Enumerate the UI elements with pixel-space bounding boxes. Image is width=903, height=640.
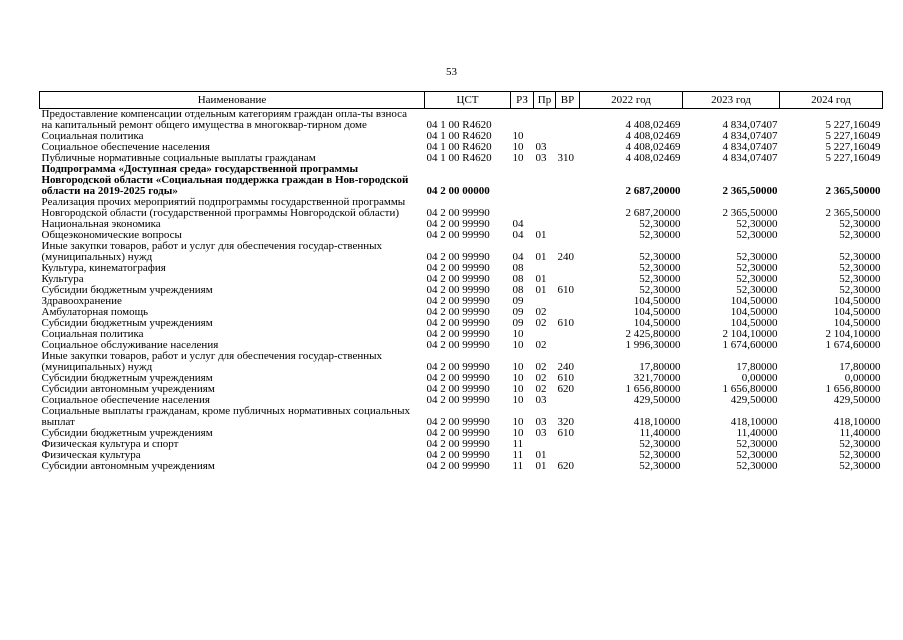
cell-2024: 104,50000 bbox=[833, 295, 881, 307]
cell-pr: 01 bbox=[535, 449, 547, 461]
cell-cst: 04 1 00 R4620 bbox=[426, 130, 492, 142]
cell-pr: 01 bbox=[535, 273, 547, 285]
cell-cst: 04 2 00 00000 bbox=[426, 185, 490, 197]
cell-name: Субсидии бюджетным учреждениям bbox=[41, 372, 213, 384]
cell-vr bbox=[556, 131, 580, 142]
cell-pr: 02 bbox=[535, 372, 547, 384]
cell-vr: 620 bbox=[557, 460, 574, 472]
cell-2023: 52,30000 bbox=[736, 251, 778, 263]
cell-cst: 04 2 00 99990 bbox=[426, 361, 490, 373]
cell-rz: 09 bbox=[512, 306, 524, 318]
cell-2024: 52,30000 bbox=[839, 262, 881, 274]
table-row bbox=[40, 109, 883, 132]
cell-2023: 52,30000 bbox=[736, 273, 778, 285]
cell-pr: 03 bbox=[535, 152, 547, 164]
header-2022: 2022 год bbox=[580, 92, 683, 109]
cell-rz: 10 bbox=[512, 427, 524, 439]
cell-pr: 02 bbox=[535, 339, 547, 351]
cell-cst: 04 1 00 R4620 bbox=[426, 152, 492, 164]
table-row bbox=[40, 461, 883, 472]
cell-2022: 11,40000 bbox=[639, 427, 681, 439]
cell-2022: 17,80000 bbox=[639, 361, 681, 373]
header-cst: ЦСТ bbox=[425, 92, 511, 109]
cell-2024: 52,30000 bbox=[839, 218, 881, 230]
cell-vr: 610 bbox=[557, 284, 574, 296]
cell-2023: 52,30000 bbox=[736, 449, 778, 461]
cell-2024: 2 365,50000 bbox=[825, 207, 881, 219]
cell-vr: 320 bbox=[557, 416, 574, 428]
cell-vr: 610 bbox=[557, 427, 574, 439]
cell-2024: 418,10000 bbox=[833, 416, 881, 428]
cell-2022: 52,30000 bbox=[639, 262, 681, 274]
cell-2024: 5 227,16049 bbox=[825, 152, 881, 164]
cell-2024: 429,50000 bbox=[833, 394, 881, 406]
cell-2022: 1 656,80000 bbox=[625, 383, 681, 395]
cell-rz: 10 bbox=[512, 130, 524, 142]
header-2023: 2023 год bbox=[683, 92, 780, 109]
cell-name: Социальная политика bbox=[41, 328, 144, 340]
header-vr: ВР bbox=[556, 92, 580, 109]
cell-name: Субсидии бюджетным учреждениям bbox=[41, 427, 213, 439]
cell-2023: 17,80000 bbox=[736, 361, 778, 373]
cell-2024: 52,30000 bbox=[839, 438, 881, 450]
cell-rz: 08 bbox=[512, 262, 524, 274]
cell-cst: 04 2 00 99990 bbox=[426, 262, 490, 274]
cell-2023: 4 834,07407 bbox=[722, 141, 778, 153]
cell-pr: 02 bbox=[535, 383, 547, 395]
cell-2022: 52,30000 bbox=[639, 284, 681, 296]
cell-2022: 418,10000 bbox=[633, 416, 681, 428]
cell-2023: 104,50000 bbox=[730, 295, 778, 307]
cell-2022: 1 996,30000 bbox=[625, 339, 681, 351]
cell-rz: 08 bbox=[512, 273, 524, 285]
cell-rz: 10 bbox=[512, 152, 524, 164]
cell-cst: 04 2 00 99990 bbox=[426, 251, 490, 263]
cell-cst: 04 2 00 99990 bbox=[426, 339, 490, 351]
cell-2022: 4 408,02469 bbox=[625, 119, 681, 131]
cell-vr bbox=[556, 296, 580, 307]
cell-2024: 2 104,10000 bbox=[825, 328, 881, 340]
cell-2022: 321,70000 bbox=[633, 372, 681, 384]
cell-vr bbox=[556, 230, 580, 241]
cell-cst: 04 2 00 99990 bbox=[426, 383, 490, 395]
header-2024: 2024 год bbox=[780, 92, 883, 109]
cell-vr bbox=[556, 109, 580, 132]
cell-pr: 01 bbox=[535, 229, 547, 241]
cell-rz: 04 bbox=[512, 229, 524, 241]
cell-2024: 104,50000 bbox=[833, 317, 881, 329]
cell-vr bbox=[556, 439, 580, 450]
cell-2022: 2 425,80000 bbox=[625, 328, 681, 340]
cell-pr bbox=[534, 197, 556, 219]
cell-2024: 11,40000 bbox=[839, 427, 881, 439]
header-name: Наименование bbox=[40, 92, 425, 109]
cell-name: Социальное обеспечение населения bbox=[41, 394, 210, 406]
cell-2022: 52,30000 bbox=[639, 438, 681, 450]
cell-cst: 04 2 00 99990 bbox=[426, 207, 490, 219]
cell-2022: 52,30000 bbox=[639, 229, 681, 241]
cell-2023: 52,30000 bbox=[736, 438, 778, 450]
cell-rz bbox=[511, 164, 534, 197]
cell-2023: 104,50000 bbox=[730, 306, 778, 318]
cell-2023: 2 365,50000 bbox=[722, 207, 778, 219]
cell-pr: 02 bbox=[535, 306, 547, 318]
cell-rz: 10 bbox=[512, 328, 524, 340]
cell-2023: 52,30000 bbox=[736, 229, 778, 241]
cell-name: Иные закупки товаров, работ и услуг для обеспечения государ-ственных (муниципальных) нужд bbox=[41, 240, 383, 263]
cell-2024: 104,50000 bbox=[833, 306, 881, 318]
cell-2023: 4 834,07407 bbox=[722, 130, 778, 142]
cell-vr: 310 bbox=[557, 152, 574, 164]
cell-cst: 04 2 00 99990 bbox=[426, 273, 490, 285]
cell-vr: 240 bbox=[557, 361, 574, 373]
cell-cst: 04 2 00 99990 bbox=[426, 438, 490, 450]
cell-cst: 04 2 00 99990 bbox=[426, 295, 490, 307]
cell-rz: 10 bbox=[512, 372, 524, 384]
cell-name: Общеэкономические вопросы bbox=[41, 229, 182, 241]
cell-name: Национальная экономика bbox=[41, 218, 161, 230]
cell-rz: 11 bbox=[512, 460, 524, 472]
cell-rz: 10 bbox=[512, 394, 524, 406]
cell-2023: 418,10000 bbox=[730, 416, 778, 428]
budget-table bbox=[39, 91, 883, 472]
cell-rz: 09 bbox=[512, 317, 524, 329]
cell-pr bbox=[534, 109, 556, 132]
cell-2024: 1 674,60000 bbox=[825, 339, 881, 351]
cell-2023: 0,00000 bbox=[741, 372, 778, 384]
cell-rz: 11 bbox=[512, 449, 524, 461]
table-row bbox=[40, 164, 883, 197]
cell-2024: 5 227,16049 bbox=[825, 141, 881, 153]
cell-name: Субсидии автономным учреждениям bbox=[41, 383, 215, 395]
page-number: 53 bbox=[446, 66, 457, 78]
cell-name: Социальное обеспечение населения bbox=[41, 141, 210, 153]
cell-2023: 52,30000 bbox=[736, 284, 778, 296]
cell-pr: 03 bbox=[535, 416, 547, 428]
cell-rz: 04 bbox=[512, 251, 524, 263]
cell-cst: 04 1 00 R4620 bbox=[426, 141, 492, 153]
cell-pr: 03 bbox=[535, 394, 547, 406]
cell-cst: 04 2 00 99990 bbox=[426, 284, 490, 296]
cell-2022: 104,50000 bbox=[633, 306, 681, 318]
cell-2022: 52,30000 bbox=[639, 218, 681, 230]
cell-2022: 52,30000 bbox=[639, 251, 681, 263]
cell-cst: 04 2 00 99990 bbox=[426, 372, 490, 384]
cell-2023: 4 834,07407 bbox=[722, 152, 778, 164]
cell-2024: 5 227,16049 bbox=[825, 119, 881, 131]
cell-name: Социальное обслуживание населения bbox=[41, 339, 219, 351]
cell-2024: 52,30000 bbox=[839, 251, 881, 263]
cell-name: Здравоохранение bbox=[41, 295, 122, 307]
cell-name: Культура bbox=[41, 273, 84, 285]
cell-cst: 04 2 00 99990 bbox=[426, 317, 490, 329]
cell-cst: 04 2 00 99990 bbox=[426, 218, 490, 230]
cell-2022: 4 408,02469 bbox=[625, 141, 681, 153]
cell-cst: 04 2 00 99990 bbox=[426, 427, 490, 439]
cell-2023: 104,50000 bbox=[730, 317, 778, 329]
cell-2022: 52,30000 bbox=[639, 273, 681, 285]
cell-2022: 104,50000 bbox=[633, 295, 681, 307]
cell-2024: 52,30000 bbox=[839, 229, 881, 241]
cell-rz: 10 bbox=[512, 383, 524, 395]
cell-pr: 03 bbox=[535, 427, 547, 439]
cell-cst: 04 2 00 99990 bbox=[426, 306, 490, 318]
cell-name: Физическая культура bbox=[41, 449, 141, 461]
cell-2023: 52,30000 bbox=[736, 262, 778, 274]
cell-2023: 2 365,50000 bbox=[722, 185, 778, 197]
cell-rz: 09 bbox=[512, 295, 524, 307]
cell-vr: 620 bbox=[557, 383, 574, 395]
cell-cst: 04 2 00 99990 bbox=[426, 328, 490, 340]
cell-vr bbox=[556, 340, 580, 351]
cell-rz bbox=[511, 197, 534, 219]
cell-rz: 08 bbox=[512, 284, 524, 296]
cell-pr: 01 bbox=[535, 284, 547, 296]
cell-name: Социальные выплаты гражданам, кроме публичных нормативных социальных выплат bbox=[41, 405, 410, 428]
cell-pr: 01 bbox=[535, 460, 547, 472]
cell-name: Публичные нормативные социальные выплаты гражданам bbox=[41, 152, 316, 164]
cell-2023: 429,50000 bbox=[730, 394, 778, 406]
cell-vr bbox=[556, 263, 580, 274]
cell-2024: 52,30000 bbox=[839, 460, 881, 472]
cell-name: Амбулаторная помощь bbox=[41, 306, 149, 318]
cell-2022: 4 408,02469 bbox=[625, 152, 681, 164]
table-row bbox=[40, 241, 883, 263]
table-row bbox=[40, 406, 883, 428]
cell-2023: 4 834,07407 bbox=[722, 119, 778, 131]
cell-vr bbox=[556, 329, 580, 340]
cell-rz: 04 bbox=[512, 218, 524, 230]
cell-vr bbox=[556, 219, 580, 230]
cell-cst: 04 2 00 99990 bbox=[426, 229, 490, 241]
cell-vr: 240 bbox=[557, 251, 574, 263]
cell-2022: 2 687,20000 bbox=[625, 185, 681, 197]
cell-rz: 10 bbox=[512, 141, 524, 153]
cell-pr: 01 bbox=[535, 251, 547, 263]
cell-rz bbox=[511, 109, 534, 132]
cell-name: Иные закупки товаров, работ и услуг для обеспечения государ-ственных (муниципальных) нужд bbox=[41, 350, 383, 373]
cell-2022: 4 408,02469 bbox=[625, 130, 681, 142]
cell-2023: 1 674,60000 bbox=[722, 339, 778, 351]
cell-pr bbox=[534, 164, 556, 197]
cell-2022: 2 687,20000 bbox=[625, 207, 681, 219]
cell-rz: 10 bbox=[512, 416, 524, 428]
cell-name: Реализация прочих мероприятий подпрограммы государственной программы Новгородской области (государственной программы Новгородской области) bbox=[41, 196, 406, 219]
cell-2024: 52,30000 bbox=[839, 284, 881, 296]
cell-name: Культура, кинематография bbox=[41, 262, 166, 274]
cell-name: Субсидии автономным учреждениям bbox=[41, 460, 215, 472]
cell-2024: 17,80000 bbox=[839, 361, 881, 373]
cell-2024: 0,00000 bbox=[844, 372, 881, 384]
cell-2024: 52,30000 bbox=[839, 449, 881, 461]
cell-name: Физическая культура и спорт bbox=[41, 438, 179, 450]
cell-2022: 429,50000 bbox=[633, 394, 681, 406]
cell-vr bbox=[556, 164, 580, 197]
cell-pr: 02 bbox=[535, 317, 547, 329]
cell-pr: 02 bbox=[535, 361, 547, 373]
cell-2023: 1 656,80000 bbox=[722, 383, 778, 395]
cell-vr: 610 bbox=[557, 372, 574, 384]
cell-2024: 1 656,80000 bbox=[825, 383, 881, 395]
cell-cst: 04 2 00 99990 bbox=[426, 416, 490, 428]
cell-2024: 52,30000 bbox=[839, 273, 881, 285]
header-pr: Пр bbox=[534, 92, 556, 109]
cell-2023: 11,40000 bbox=[736, 427, 778, 439]
cell-cst: 04 2 00 99990 bbox=[426, 449, 490, 461]
cell-vr: 610 bbox=[557, 317, 574, 329]
cell-cst: 04 2 00 99990 bbox=[426, 394, 490, 406]
cell-name: Субсидии бюджетным учреждениям bbox=[41, 317, 213, 329]
cell-2023: 2 104,10000 bbox=[722, 328, 778, 340]
table-row bbox=[40, 197, 883, 219]
cell-2022: 52,30000 bbox=[639, 449, 681, 461]
cell-name: Предоставление компенсации отдельным категориям граждан опла-ты взноса на капитальный ремонт общего имущества в многоквар-тирном доме bbox=[41, 108, 408, 131]
cell-name: Социальная политика bbox=[41, 130, 144, 142]
cell-vr bbox=[556, 197, 580, 219]
cell-2024: 5 227,16049 bbox=[825, 130, 881, 142]
cell-rz: 10 bbox=[512, 361, 524, 373]
table-header-row bbox=[40, 92, 883, 109]
table-row bbox=[40, 351, 883, 373]
cell-name: Субсидии бюджетным учреждениям bbox=[41, 284, 213, 296]
cell-2024: 2 365,50000 bbox=[825, 185, 881, 197]
cell-pr: 03 bbox=[535, 141, 547, 153]
cell-2022: 52,30000 bbox=[639, 460, 681, 472]
cell-vr bbox=[556, 395, 580, 406]
cell-name: Подпрограмма «Доступная среда» государственной программы Новгородской области «Социальная поддержка граждан в Нов-городской области на 2019-2025 годы» bbox=[41, 163, 409, 197]
cell-2023: 52,30000 bbox=[736, 460, 778, 472]
cell-cst: 04 2 00 99990 bbox=[426, 460, 490, 472]
cell-2022: 104,50000 bbox=[633, 317, 681, 329]
cell-rz: 10 bbox=[512, 339, 524, 351]
cell-rz: 11 bbox=[512, 438, 524, 450]
cell-cst: 04 1 00 R4620 bbox=[426, 119, 492, 131]
header-rz: РЗ bbox=[511, 92, 534, 109]
cell-2023: 52,30000 bbox=[736, 218, 778, 230]
